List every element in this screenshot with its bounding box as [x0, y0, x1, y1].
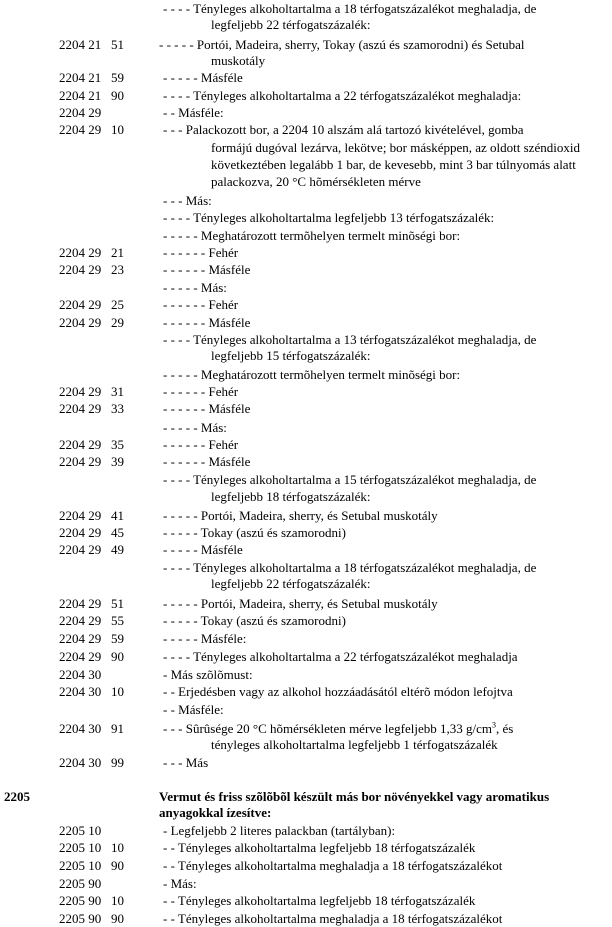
description-text: - - - - - - Fehér: [163, 384, 239, 399]
tariff-row: [0, 683, 612, 700]
description-text: legfeljebb 15 térfogatszázalék:: [211, 348, 371, 363]
cn-code: 2205 10 90: [59, 858, 124, 873]
description-text: következtében legalább 1 bar, de kevesebb, mint 3 bar túlnyomás alatt: [211, 157, 576, 172]
description-text: - - Másféle:: [163, 105, 224, 120]
tariff-row: [0, 192, 612, 209]
tariff-row: [0, 575, 612, 592]
description-text: - - - - - - Másféle: [163, 401, 251, 416]
description-text: - - Tényleges alkoholtartalma legfeljebb 18 térfogatszázalék: [163, 840, 476, 855]
description-text: - - - - - - Fehér: [163, 245, 239, 260]
code-description: [163, 419, 227, 436]
tariff-row: [0, 419, 612, 436]
code-description: [163, 192, 212, 209]
code-description: [163, 524, 346, 541]
code-description: [211, 736, 498, 753]
description-text: legfeljebb 22 térfogatszázalék:: [211, 17, 371, 32]
tariff-row: [0, 892, 612, 909]
tariff-row: [0, 839, 612, 856]
description-text: - - - - - Meghatározott termõhelyen termelt minõségi bor:: [163, 367, 461, 382]
cn-code: 2204 29 21: [59, 245, 124, 260]
tariff-row: [0, 488, 612, 505]
code-description: [163, 366, 460, 383]
code-description: [163, 279, 227, 296]
cn-code: 2204 29: [59, 105, 102, 120]
tariff-row: [0, 788, 612, 805]
description-text: - - Másféle:: [163, 702, 224, 717]
code-description: [163, 227, 460, 244]
description-text: - - - - - Más:: [163, 420, 227, 435]
description-text: - - - Más: [163, 755, 209, 770]
cn-code: 2205 10: [59, 823, 102, 838]
cn-code: 2204 29 51: [59, 596, 124, 611]
tariff-row: [0, 383, 612, 400]
code-description: [163, 630, 246, 647]
code-description: [211, 52, 265, 69]
code-description: [163, 87, 521, 104]
description-text: muskotály: [211, 53, 266, 68]
code-description: [159, 804, 271, 821]
description-text: - - - Más:: [163, 193, 212, 208]
description-text: - - - - Tényleges alkoholtartalma legfeljebb 13 térfogatszázalék:: [163, 210, 495, 225]
description-text: - - - - - Más:: [163, 280, 227, 295]
tariff-row: [0, 296, 612, 313]
cn-code: 2204 29 31: [59, 384, 124, 399]
description-text: - - - - Tényleges alkoholtartalma a 22 térfogatszázalékot meghaladja:: [163, 88, 522, 103]
tariff-row: [0, 541, 612, 558]
code-description: [163, 910, 502, 927]
code-description: [163, 400, 250, 417]
description-text: - - - - - Másféle: [163, 542, 243, 557]
tariff-row: [0, 857, 612, 874]
code-description: [163, 648, 518, 665]
code-description: [163, 892, 475, 909]
tariff-row: [0, 121, 612, 138]
heading-number: 2205: [4, 789, 30, 804]
description-text: - - - - - Tokay (aszú és szamorodni): [163, 613, 346, 628]
heading-description: [159, 788, 549, 805]
code-description: [163, 436, 238, 453]
cn-code: 2204 30 10: [59, 684, 124, 699]
description-text: - - - - - Portói, Madeira, sherry, és Setubal muskotály: [163, 596, 438, 611]
cn-code: 2204 29 55: [59, 613, 124, 628]
description-text: - - - - - Tokay (aszú és szamorodni): [163, 525, 346, 540]
code-description: [211, 488, 371, 505]
cn-code: 2204 29 25: [59, 297, 124, 312]
tariff-row: [0, 595, 612, 612]
description-text: Vermut és friss szõlõbõl készült más bor növényekkel vagy aromatikus: [159, 789, 550, 804]
tariff-row: [0, 139, 612, 156]
tariff-row: [0, 347, 612, 364]
tariff-row: [0, 559, 612, 576]
code-description: [163, 701, 224, 718]
cn-code: 2204 30 99: [59, 755, 124, 770]
description-text: - Legfeljebb 2 literes palackban (tartályban):: [163, 823, 396, 838]
description-text: palackozva, 20 °C hõmérsékleten mérve: [211, 174, 421, 189]
code-description: [163, 69, 243, 86]
description-text: anyagokkal ízesítve:: [159, 805, 272, 820]
code-description: [163, 857, 502, 874]
description-text: - - - - - - Másféle: [163, 262, 251, 277]
description-text: - - - - - - Fehér: [163, 437, 239, 452]
description-text: - - - - Tényleges alkoholtartalma a 18 térfogatszázalékot meghaladja, de: [163, 1, 537, 16]
tariff-row: [0, 366, 612, 383]
cn-code: 2204 29 23: [59, 262, 124, 277]
cn-code: 2204 21 59: [59, 70, 124, 85]
cn-code: 2204 29 39: [59, 454, 124, 469]
tariff-row: [0, 69, 612, 86]
cn-code: 2204 29 49: [59, 542, 124, 557]
code-description: [163, 104, 224, 121]
tariff-row: [0, 754, 612, 771]
description-text: - Más szõlõmust:: [163, 667, 253, 682]
tariff-row: [0, 156, 612, 173]
code-description: [211, 173, 421, 190]
code-description: [163, 559, 536, 576]
tariff-row: [0, 400, 612, 417]
code-description: [163, 720, 513, 737]
code-description: [163, 261, 250, 278]
tariff-row: [0, 436, 612, 453]
code-description: [163, 331, 536, 348]
tariff-row: [0, 736, 612, 753]
tariff-row: [0, 612, 612, 629]
code-description: [211, 156, 576, 173]
tariff-row: [0, 173, 612, 190]
description-text: - - Tényleges alkoholtartalma legfeljebb 18 térfogatszázalék: [163, 893, 476, 908]
description-text: - - - - - - Másféle: [163, 315, 251, 330]
description-text: - - - - - Másféle: [163, 70, 243, 85]
code-description: [163, 296, 238, 313]
code-description: [163, 595, 438, 612]
tariff-row: [0, 227, 612, 244]
description-text: - - - - Tényleges alkoholtartalma a 15 térfogatszázalékot meghaladja, de: [163, 472, 537, 487]
tariff-row: [0, 910, 612, 927]
code-description: [211, 16, 371, 33]
code-description: [163, 754, 208, 771]
tariff-row: [0, 331, 612, 348]
code-description: [163, 121, 523, 138]
cn-code: 2204 30 91: [59, 721, 124, 736]
description-text: legfeljebb 18 térfogatszázalék:: [211, 489, 371, 504]
tariff-row: [0, 666, 612, 683]
tariff-row: [0, 52, 612, 69]
description-text: - - Tényleges alkoholtartalma meghaladja a 18 térfogatszázalékot: [163, 911, 503, 926]
tariff-row: [0, 36, 612, 53]
code-description: [163, 314, 250, 331]
code-description: [163, 612, 346, 629]
cn-code: 2204 29 29: [59, 315, 124, 330]
code-description: [163, 822, 395, 839]
tariff-row: [0, 0, 612, 17]
description-text: - - - Sûrûsége 20 °C hõmérsékleten mérve legfeljebb 1,33 g/cm: [163, 721, 493, 736]
description-text: legfeljebb 22 térfogatszázalék:: [211, 576, 371, 591]
tariff-row: [0, 453, 612, 470]
code-description: [163, 244, 238, 261]
tariff-row: [0, 209, 612, 226]
tariff-row: [0, 244, 612, 261]
tariff-row: [0, 507, 612, 524]
tariff-row: [0, 16, 612, 33]
code-description: [163, 541, 243, 558]
code-description: [163, 209, 494, 226]
description-text: - - - - Tényleges alkoholtartalma a 22 térfogatszázalékot meghaladja: [163, 649, 518, 664]
code-description: [211, 347, 371, 364]
description-text: - - - - - Portói, Madeira, sherry, és Setubal muskotály: [163, 508, 438, 523]
cn-code: 2204 30: [59, 667, 102, 682]
code-description: [163, 683, 513, 700]
code-description: [163, 453, 250, 470]
tariff-row: [0, 471, 612, 488]
cn-code: 2204 29 10: [59, 122, 124, 137]
cn-code: 2205 10 10: [59, 840, 124, 855]
cn-code: 2204 29 33: [59, 401, 124, 416]
code-description: [163, 839, 475, 856]
description-text: - - - - - Portói, Madeira, sherry, Tokay (aszú és szamorodni) és Setubal: [159, 37, 525, 52]
tariff-row: [0, 524, 612, 541]
code-description: [163, 0, 536, 17]
code-description: [211, 139, 580, 156]
superscript-exponent: 3: [492, 720, 497, 730]
code-description: [163, 666, 253, 683]
cn-code: 2204 29 35: [59, 437, 124, 452]
tariff-row: [0, 279, 612, 296]
tariff-row: [0, 87, 612, 104]
cn-code: 2205 90 90: [59, 911, 124, 926]
tariff-row: [0, 261, 612, 278]
description-text: - - Erjedésben vagy az alkohol hozzáadásától eltérõ módon lefojtva: [163, 684, 513, 699]
tariff-row: [0, 701, 612, 718]
tariff-row: [0, 314, 612, 331]
cn-code: 2204 29 90: [59, 649, 124, 664]
code-description: [163, 507, 438, 524]
description-text: - - Tényleges alkoholtartalma meghaladja a 18 térfogatszázalékot: [163, 858, 503, 873]
code-description: [163, 471, 536, 488]
description-text: formájú dugóval lezárva, lekötve; bor másképpen, az oldott széndioxid: [211, 140, 580, 155]
description-text: - - - Palackozott bor, a 2204 10 alszám alá tartozó kivételével, gomba: [163, 122, 524, 137]
description-text: - Más:: [163, 876, 197, 891]
tariff-row: [0, 104, 612, 121]
description-text: - - - - Tényleges alkoholtartalma a 18 térfogatszázalékot meghaladja, de: [163, 560, 537, 575]
cn-code: 2205 90 10: [59, 893, 124, 908]
cn-code: 2204 21 90: [59, 88, 124, 103]
code-description: [159, 36, 525, 53]
cn-code: 2204 29 41: [59, 508, 124, 523]
description-text: - - - - - - Másféle: [163, 454, 251, 469]
tariff-row: [0, 875, 612, 892]
code-description: [211, 575, 371, 592]
cn-code: 2204 21 51: [59, 37, 124, 52]
description-text: - - - - - - Fehér: [163, 297, 239, 312]
description-text: - - - - - Másféle:: [163, 631, 247, 646]
cn-code: 2204 29 45: [59, 525, 124, 540]
description-tail: , és: [496, 721, 514, 736]
code-description: [163, 383, 238, 400]
tariff-row: [0, 804, 612, 821]
cn-code: 2205 90: [59, 876, 102, 891]
description-text: - - - - Tényleges alkoholtartalma a 13 térfogatszázalékot meghaladja, de: [163, 332, 537, 347]
tariff-row: [0, 720, 612, 737]
tariff-row: [0, 822, 612, 839]
cn-code: 2204 29 59: [59, 631, 124, 646]
description-text: - - - - - Meghatározott termõhelyen termelt minõségi bor:: [163, 228, 461, 243]
tariff-row: [0, 648, 612, 665]
tariff-row: [0, 630, 612, 647]
code-description: [163, 875, 197, 892]
description-text: tényleges alkoholtartalma legfeljebb 1 térfogatszázalék: [211, 737, 498, 752]
